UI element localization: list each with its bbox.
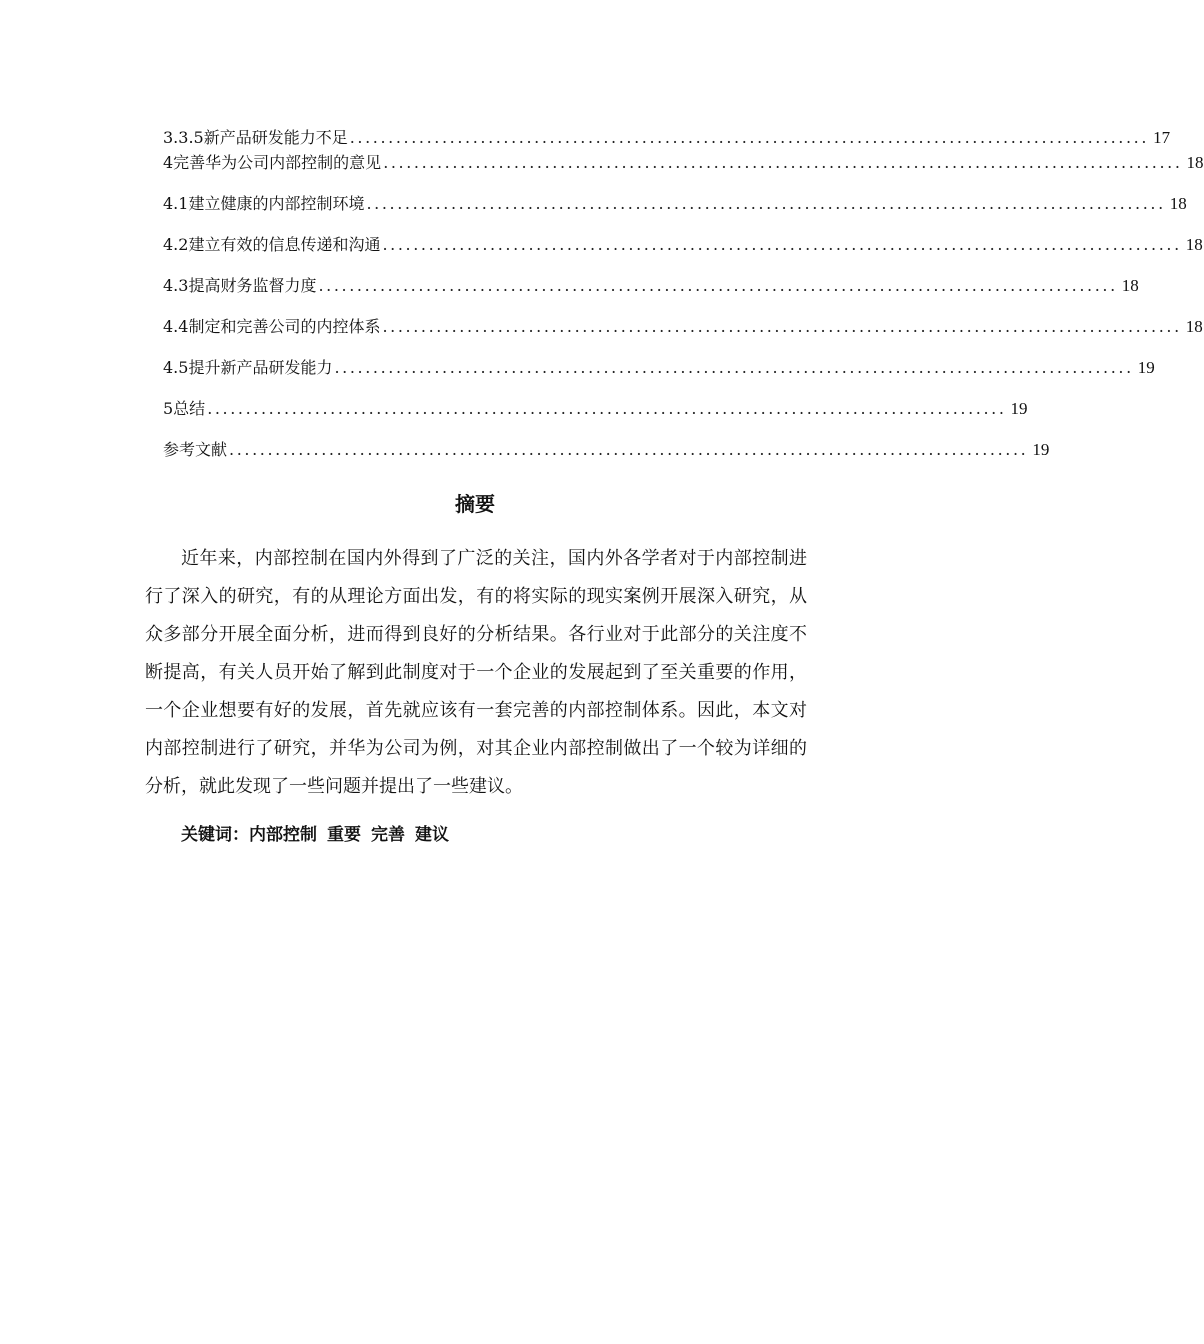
toc-entry-label: 4.4制定和完善公司的内控体系 [163, 315, 382, 339]
toc-leader-dots: ........................................................................................................ [318, 276, 1118, 295]
toc-entry-label: 4完善华为公司内部控制的意见 [163, 151, 383, 175]
toc-entry-page: 19 [1010, 399, 1028, 418]
toc-entry-page: 18 [1185, 317, 1203, 336]
toc-entry-page: 18 [1169, 194, 1187, 213]
toc-entry-label: 4.2建立有效的信息传递和沟通 [163, 233, 382, 257]
toc-leader-dots: ........................................................................................................ [229, 440, 1029, 459]
toc-entry[interactable] [163, 397, 1028, 421]
toc-leader-dots: ........................................................................................................ [207, 399, 1007, 418]
toc-entry-page: 18 [1121, 276, 1139, 295]
keywords-line [181, 820, 459, 850]
toc-entry[interactable] [163, 315, 1203, 339]
abstract-heading: 摘要 [455, 492, 495, 516]
toc-entry-page: 18 [1186, 153, 1204, 172]
toc-entry[interactable] [163, 356, 1155, 380]
keyword: 完善 [371, 825, 405, 845]
toc-entry[interactable] [163, 438, 1050, 462]
toc-leader-dots: ........................................................................................................ [382, 317, 1182, 336]
toc-leader-dots: ........................................................................................................ [349, 128, 1150, 147]
toc-entry-label: 参考文献 [163, 438, 229, 462]
toc-entry-page: 19 [1032, 440, 1050, 459]
toc-leader-dots: ........................................................................................................ [366, 194, 1166, 213]
toc-entry-label: 4.3提高财务监督力度 [163, 274, 318, 298]
toc-leader-dots: ........................................................................................................ [383, 153, 1183, 172]
toc-entry[interactable] [163, 126, 1171, 150]
toc-entry-label: 4.1建立健康的内部控制环境 [163, 192, 366, 216]
keyword: 内部控制 [249, 825, 317, 845]
abstract-body: 近年来，内部控制在国内外得到了广泛的关注，国内外各学者对于内部控制进行了深入的研究，有的从理论方面出发，有的将实际的现实案例开展深入研究，从众多部分开展全面分析，进而得到良好的分析结果。各行业对于此部分的关注度不断提高，有关人员开始了解到此制度对于一个企业的发展起到了至关重要的作用，一个企业想要有好的发展，首先就应该有一套完善的内部控制体系。因此，本文对内部控制进行了研究，并华为公司为例，对其企业内部控制做出了一个较为详细的分析，就此发现了一些问题并提出了一些建议。 [145, 548, 807, 797]
keyword: 建议 [415, 825, 449, 845]
toc-entry[interactable] [163, 192, 1187, 216]
keywords-label: 关键词： [181, 825, 249, 845]
toc-entry-label: 3.3.5新产品研发能力不足 [163, 126, 350, 150]
keyword: 重要 [327, 825, 361, 845]
toc-entry-label: 4.5提升新产品研发能力 [163, 356, 334, 380]
toc-entry[interactable] [163, 233, 1203, 257]
toc-entry[interactable] [163, 274, 1139, 298]
toc-entry-page: 18 [1185, 235, 1203, 254]
toc-entry-page: 19 [1137, 358, 1155, 377]
toc-entry-page: 17 [1153, 128, 1171, 147]
toc-leader-dots: ........................................................................................................ [382, 235, 1182, 254]
toc-entry-label: 5总结 [163, 397, 207, 421]
toc-leader-dots: ........................................................................................................ [334, 358, 1134, 377]
toc-entry[interactable] [163, 151, 1204, 175]
